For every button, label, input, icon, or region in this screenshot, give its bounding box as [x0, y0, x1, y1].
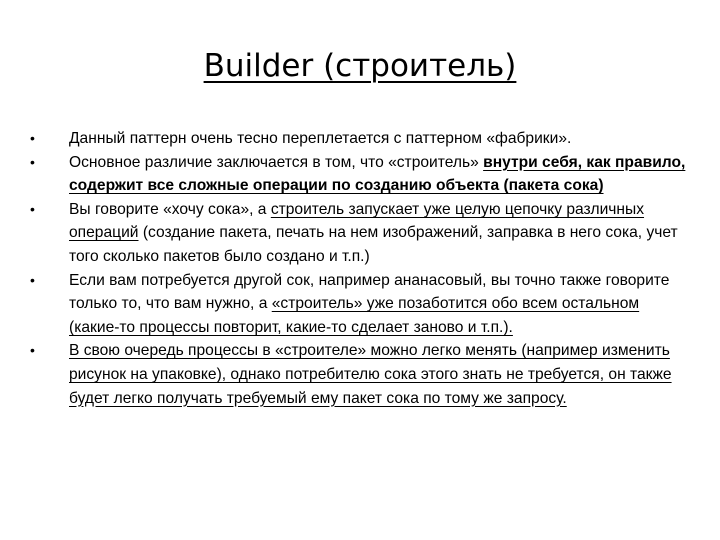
bullet-text-underlined: строитель запускает уже целую цепочку различных операций — [69, 200, 645, 242]
bullet-item — [30, 269, 690, 340]
slide-title-text: Builder (строитель) — [203, 48, 517, 84]
bullet-item — [30, 198, 690, 269]
bullet-list — [30, 127, 690, 410]
bullet-text: Если вам потребуется другой сок, например ананасовый, вы точно также говорите только то, что вам нужно, а — [69, 271, 670, 313]
bullet-item — [30, 339, 690, 410]
bullet-text-underlined: «строитель» уже позаботится обо всем остальном (какие-то процессы повторит, какие-то сделает заново и т.п.). — [69, 295, 640, 336]
bullet-icon: • — [30, 130, 35, 146]
bullet-text-underlined: В свою очередь процессы в «строителе» можно легко менять (например изменить рисунок на упаковке), однако потребителю сока этого знать не требуется, он также будет легко получать требуемый ему пакет сока по тому же запросу. — [69, 342, 672, 407]
bullet-text: (создание пакета, печать на нем изображений, заправка в него сока, учет того сколько пакетов было создано и т.п.) — [69, 224, 678, 265]
bullet-text-emphasis: внутри себя, как правило, содержит все сложные операции по созданию объекта (пакета сока) — [69, 153, 686, 195]
bullet-item — [30, 127, 690, 151]
bullet-item — [30, 151, 690, 198]
slide-title — [0, 46, 720, 86]
bullet-icon: • — [30, 153, 35, 170]
bullet-icon: • — [30, 271, 35, 288]
bullet-text: Данный паттерн очень тесно переплетается с паттерном «фабрики». — [69, 130, 572, 147]
bullet-text: Основное различие заключается в том, что «строитель» — [69, 153, 484, 171]
bullet-icon: • — [30, 200, 35, 217]
bullet-text: Вы говорите «хочу сока», а — [69, 200, 271, 218]
bullet-icon: • — [30, 342, 35, 359]
